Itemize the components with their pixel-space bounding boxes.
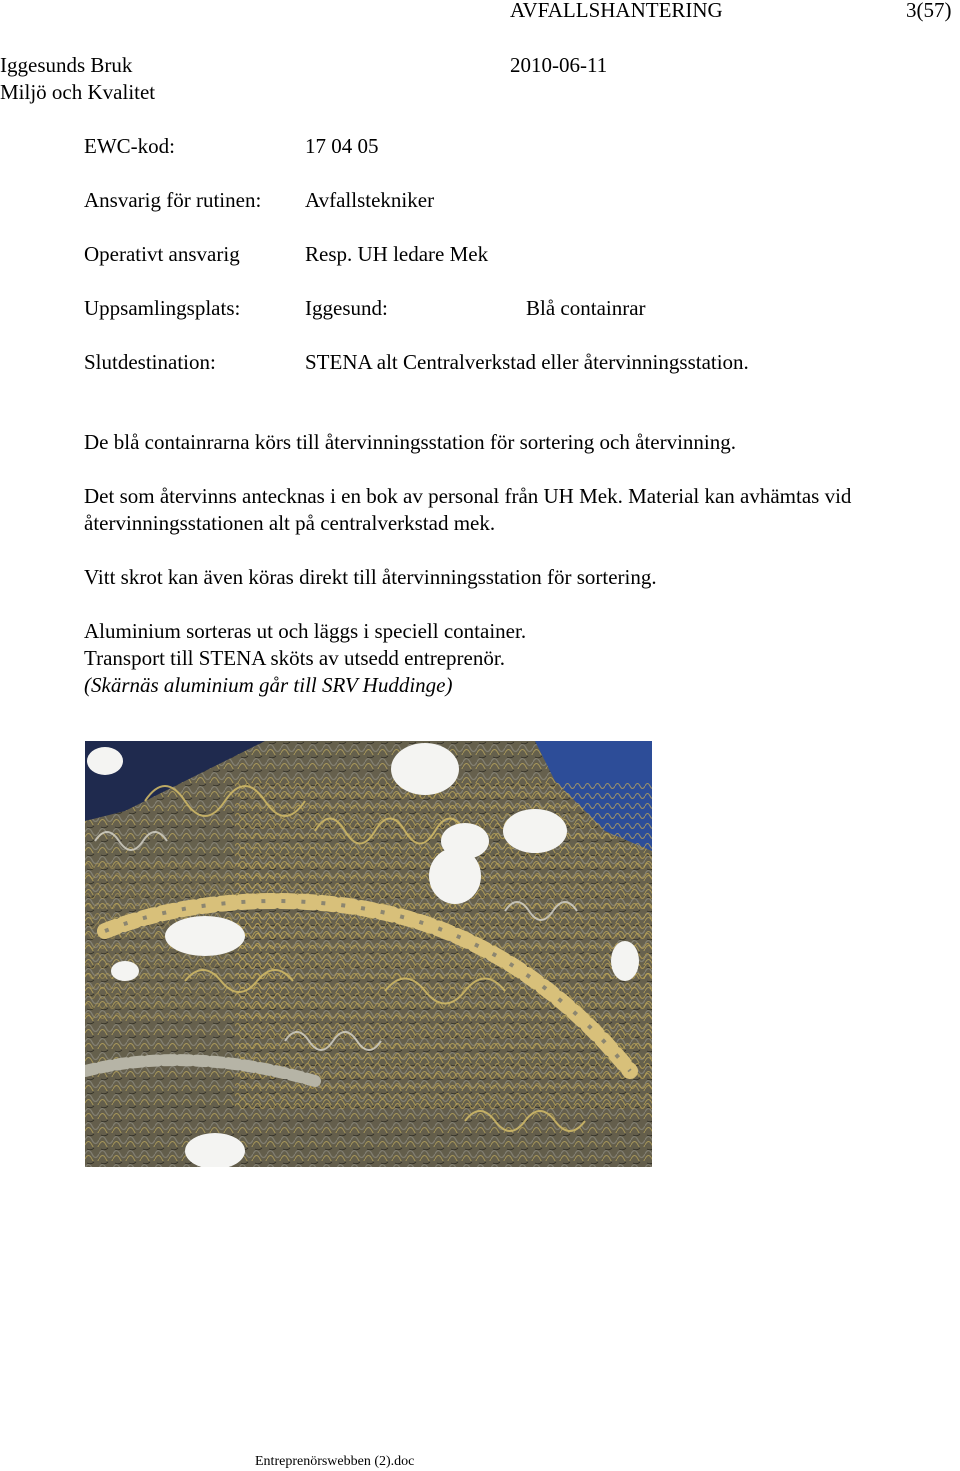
field-extra-collection: Blå containrar — [526, 296, 646, 320]
field-label-destination: Slutdestination: — [84, 350, 216, 374]
field-label-ewc: EWC-kod: — [84, 134, 175, 158]
field-value-ewc: 17 04 05 — [305, 134, 379, 158]
field-label-collection: Uppsamlingsplats: — [84, 296, 241, 320]
paragraph-records — [84, 483, 946, 537]
scrap-metal-photo — [85, 741, 652, 1167]
field-label-responsible: Ansvarig för rutinen: — [84, 188, 262, 212]
paragraph-line: Det som återvinns antecknas i en bok av personal från UH Mek. Material kan avhämtas vid — [84, 484, 852, 508]
paragraph-line: De blå containrarna körs till återvinningsstation för sortering och återvinning. — [84, 430, 736, 454]
paragraph-line-italic: (Skärnäs aluminium går till SRV Huddinge) — [84, 673, 453, 697]
paragraph-line: Aluminium sorteras ut och läggs i speciell container. — [84, 619, 527, 643]
paragraph-line: Transport till STENA sköts av utsedd entreprenör. — [84, 646, 505, 670]
field-value-collection: Iggesund: — [305, 296, 388, 320]
paragraph-line: Vitt skrot kan även köras direkt till återvinningsstation för sortering. — [84, 565, 657, 589]
paragraph-white-scrap — [84, 564, 946, 591]
footer-filename: Entreprenörswebben (2).doc — [255, 1454, 415, 1469]
field-value-destination: STENA alt Centralverkstad eller återvinningsstation. — [305, 350, 749, 374]
paragraph-containers — [84, 429, 946, 456]
document-title: AVFALLSHANTERING — [510, 0, 723, 22]
field-value-responsible: Avfallstekniker — [305, 188, 435, 212]
paragraph-aluminium — [84, 618, 946, 699]
department-name: Miljö och Kvalitet — [0, 80, 156, 104]
page-number: 3(57) — [906, 0, 952, 22]
company-name: Iggesunds Bruk — [0, 53, 133, 77]
paragraph-line: återvinningsstationen alt på centralverkstad mek. — [84, 511, 496, 535]
field-value-operative: Resp. UH ledare Mek — [305, 242, 489, 266]
field-label-operative: Operativt ansvarig — [84, 242, 240, 266]
document-date: 2010-06-11 — [510, 53, 608, 77]
